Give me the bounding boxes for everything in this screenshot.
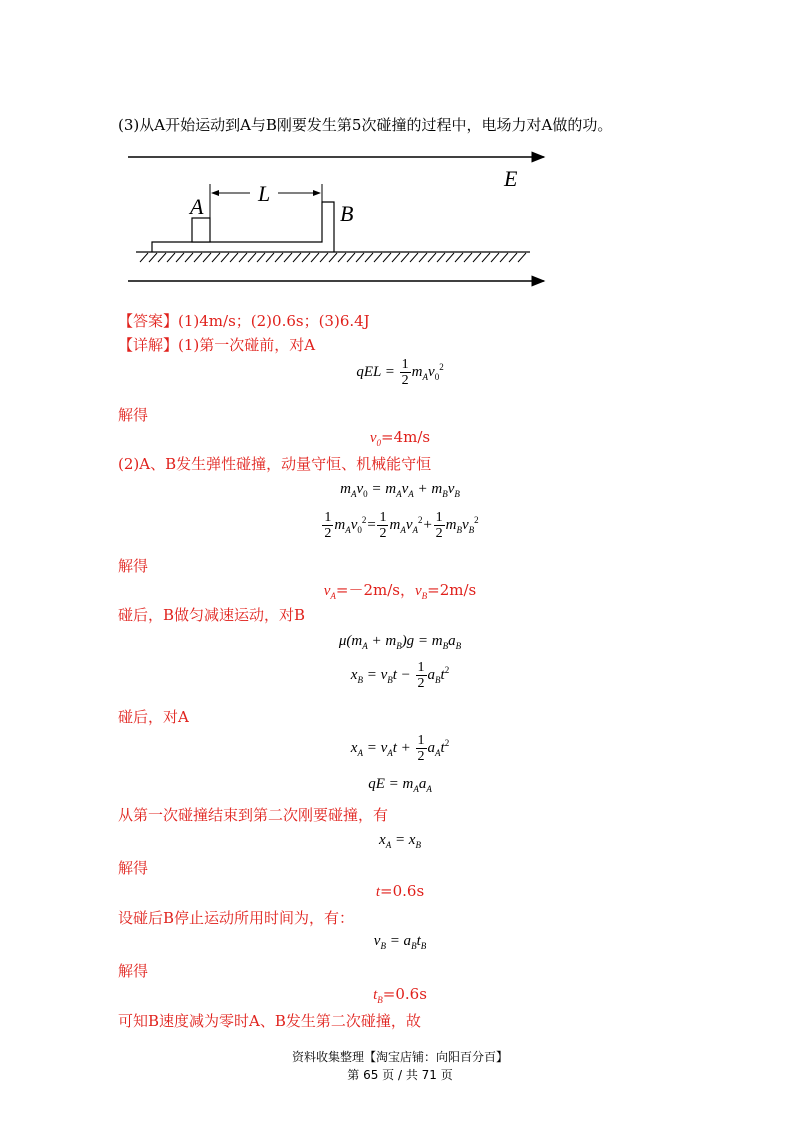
text-jiede-4: 解得 (118, 962, 149, 980)
result-velocities: $v_A=-2m/s$，$v_B=2m/s$ (323, 581, 477, 601)
text-after-a: 碰后，对A (118, 708, 189, 726)
footer-page-number: 第 65 页 / 共 71 页 (347, 1068, 453, 1082)
detail-text: (1)第一次碰前，对A (178, 336, 316, 354)
question-text: (3)从A开始运动到A与B刚要发生第5次碰撞的过程中，电场力对A做的功。 (118, 116, 613, 134)
text-jiede-3: 解得 (118, 859, 149, 877)
equation-friction: $\mu(m_A + m_B)g = m_Ba_B$ (338, 633, 462, 651)
answer-tag: 【答案】 (118, 312, 179, 330)
text-stop-time: 设碰后B停止运动所用时间为，有： (118, 909, 355, 927)
equation-xb: $x_B = v_Bt$ − $\frac{1}{2}$ $a_Bt^2$ (350, 660, 450, 691)
detail-line (118, 334, 315, 355)
physics-figure (118, 140, 558, 295)
footer-source: 资料收集整理【淘宝店铺：向阳百分百】 (291, 1050, 508, 1064)
equation-xa: $x_A = v_At$ + $\frac{1}{2}$ $a_At^2$ (350, 733, 450, 764)
detail-tag: 【详解】 (118, 336, 179, 354)
equation-momentum: $m_Av_0 = m_Av_A + m_Bv_B$ (340, 481, 460, 499)
text-first-to-second: 从第一次碰撞结束到第二次刚要碰撞，有 (118, 806, 389, 824)
block-a (192, 218, 210, 242)
equation-electric-force: qE = $m_Aa_A$ (368, 776, 432, 794)
equation-kinetic-energy: $\frac{1}{2}$ $m_Av_0^2=$ $\frac{1}{2}$ $m_Av_A^2+$ $\frac{1}{2}$ $m_Bv_B^2$ (324, 510, 479, 541)
text-jiede-1: 解得 (118, 406, 149, 424)
label-b: B (340, 201, 354, 226)
label-l: L (258, 181, 271, 206)
result-v0: $v_0=4m/s$ (369, 428, 431, 448)
result-tb: $t_B=0.6s$ (373, 985, 427, 1005)
result-t: t=0.6s (375, 882, 425, 900)
answer-line (118, 310, 370, 331)
label-a: A (190, 194, 204, 219)
board-b (152, 202, 334, 252)
text-part-2: (2)A、B发生弹性碰撞，动量守恒、机械能守恒 (118, 455, 432, 473)
answer-text: (1)4m/s；(2)0.6s；(3)6.4J (178, 312, 370, 330)
text-jiede-2: 解得 (118, 557, 149, 575)
equation-meet: $x_A = x_B$ (379, 832, 421, 850)
ground-hatching (140, 253, 526, 262)
text-after-b: 碰后，B做匀减速运动，对B (118, 606, 306, 624)
text-conclusion: 可知B速度减为零时A、B发生第二次碰撞，故 (118, 1012, 421, 1030)
field-label: E (504, 166, 518, 191)
equation-energy: qEL = $\frac{1}{2}$ $m_Av_0^2$ (356, 357, 444, 388)
equation-stop: $v_B = a_Bt_B$ (373, 933, 427, 951)
